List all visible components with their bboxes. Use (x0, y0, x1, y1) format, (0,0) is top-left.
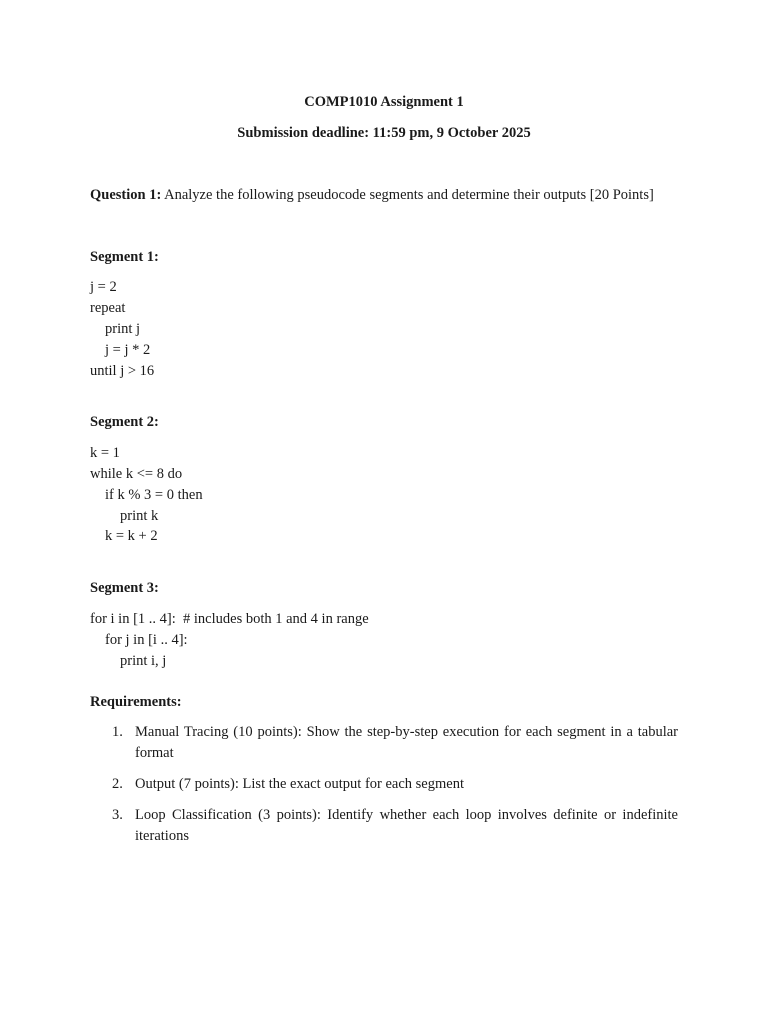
segment-3-line: print i, j (120, 653, 167, 669)
segment-2-line: k = 1 (90, 445, 120, 461)
segment-1-heading: Segment 1: (90, 249, 159, 265)
segment-2-line: while k <= 8 do (90, 466, 183, 482)
submission-deadline: Submission deadline: 11:59 pm, 9 October 2025 (237, 125, 531, 141)
segment-2-line: print k (120, 508, 159, 524)
segment-1-line: j = 2 (90, 279, 117, 295)
requirements-heading: Requirements: (90, 694, 182, 710)
segment-1-line: until j > 16 (90, 363, 155, 379)
requirement-number: 2. (112, 776, 123, 792)
requirement-number: 1. (112, 724, 123, 740)
requirement-text: Loop Classification (3 points): Identify whether each loop involves definite or indefinite iterations (135, 807, 678, 844)
requirement-number: 3. (112, 807, 123, 823)
segment-2-heading: Segment 2: (90, 414, 159, 430)
segment-1-line: repeat (90, 300, 126, 316)
segment-1-line: j = j * 2 (105, 342, 151, 358)
question-label: Question 1: (90, 187, 162, 203)
segment-1-line: print j (105, 321, 141, 337)
assignment-title: COMP1010 Assignment 1 (304, 94, 464, 110)
segment-2-line: if k % 3 = 0 then (105, 487, 203, 503)
segment-3-heading: Segment 3: (90, 580, 159, 596)
requirement-text: Manual Tracing (10 points): Show the step-by-step execution for each segment in a tabular format (135, 724, 678, 761)
question-1 (90, 186, 654, 204)
segment-3-line: for i in [1 .. 4]: # includes both 1 and 4 in range (90, 611, 369, 627)
segment-2-line: k = k + 2 (105, 528, 158, 544)
requirement-text: Output (7 points): List the exact output for each segment (135, 776, 464, 792)
segment-3-line: for j in [i .. 4]: (105, 632, 188, 648)
question-text: Analyze the following pseudocode segments and determine their outputs [20 Points] (161, 187, 654, 203)
